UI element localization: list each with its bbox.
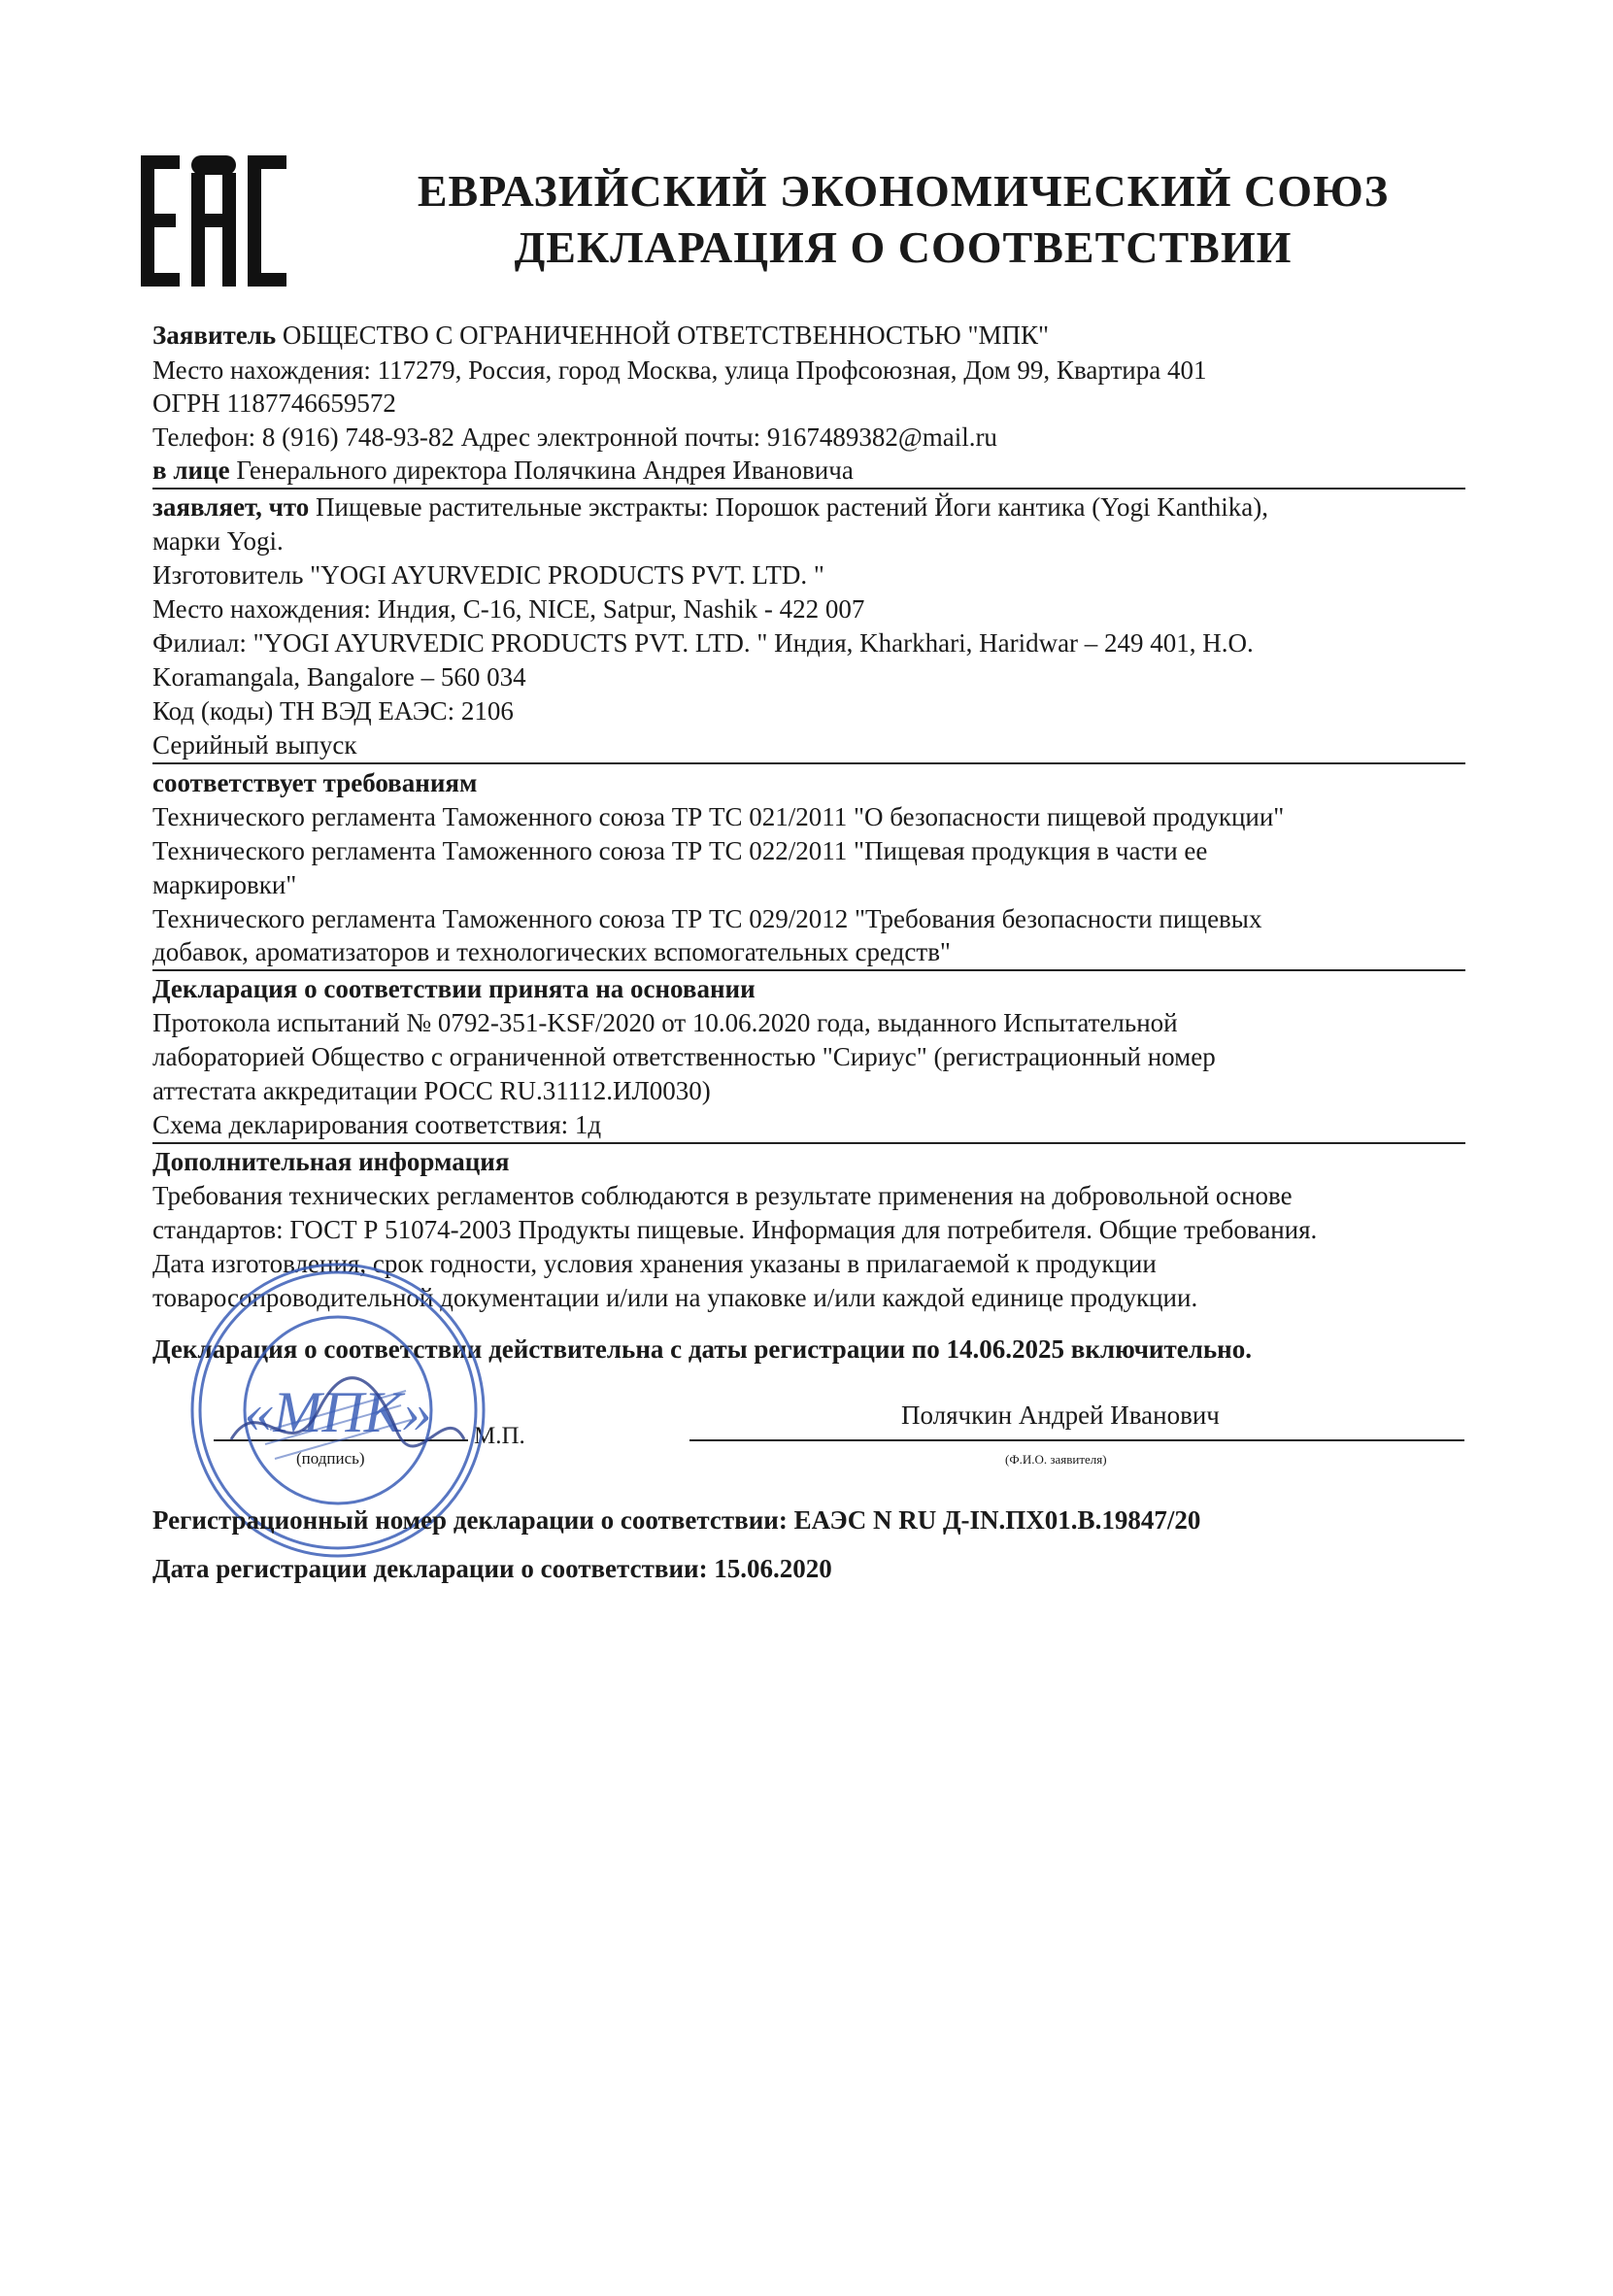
applicant-person (152, 454, 854, 487)
requirements-heading: соответствует требованиям (152, 768, 478, 797)
applicant-address: Место нахождения: 117279, Россия, город Москва, улица Профсоюзная, Дом 99, Квартира 401 (152, 355, 1207, 385)
additional-line-2: стандартов: ГОСТ Р 51074-2003 Продукты пищевые. Информация для потребителя. Общие требования. (152, 1215, 1318, 1244)
basis-line-2: лабораторией Общество с ограниченной ответственностью "Сириус" (регистрационный номер (152, 1042, 1216, 1071)
svg-text:«МПК»: «МПК» (244, 1380, 432, 1444)
declares-line (152, 490, 1268, 523)
registration-date: Дата регистрации декларации о соответствии: 15.06.2020 (152, 1554, 832, 1583)
person-name: Генерального директора Полячкина Андрея Ивановича (236, 456, 854, 485)
section-divider (152, 1142, 1465, 1144)
seal-caption: М.П. (474, 1423, 525, 1449)
basis-line-3: аттестата аккредитации РОСС RU.31112.ИЛ0030) (152, 1076, 711, 1105)
declaration-scheme: Схема декларирования соответствия: 1д (152, 1110, 602, 1139)
applicant-line (152, 319, 1049, 352)
document-title: ДЕКЛАРАЦИЯ О СООТВЕТСТВИИ (514, 222, 1293, 272)
applicant-label: Заявитель (152, 321, 277, 350)
signer-name-line (689, 1439, 1464, 1441)
branch-line-1: Филиал: "YOGI AYURVEDIC PRODUCTS PVT. LTD. " Индия, Kharkhari, Haridwar – 249 401, H.O. (152, 628, 1254, 658)
applicant-name: ОБЩЕСТВО С ОГРАНИЧЕННОЙ ОТВЕТСТВЕННОСТЬЮ "МПК" (282, 321, 1049, 350)
person-label: в лице (152, 456, 230, 485)
basis-heading: Декларация о соответствии принята на основании (152, 974, 756, 1003)
batch-type: Серийный выпуск (152, 730, 357, 760)
requirement-line-4: Технического регламента Таможенного союза ТР ТС 029/2012 "Требования безопасности пищевых (152, 904, 1262, 933)
union-name: ЕВРАЗИЙСКИЙ ЭКОНОМИЧЕСКИЙ СОЮЗ (417, 166, 1390, 216)
additional-heading: Дополнительная информация (152, 1147, 510, 1176)
applicant-contacts: Телефон: 8 (916) 748-93-82 Адрес электронной почты: 9167489382@mail.ru (152, 422, 997, 452)
additional-line-3: Дата изготовления, срок годности, условия хранения указаны в прилагаемой к продукции (152, 1249, 1157, 1278)
additional-line-1: Требования технических регламентов соблюдаются в результате применения на добровольной основе (152, 1181, 1293, 1210)
declares-label: заявляет, что (152, 492, 310, 522)
section-divider (152, 762, 1465, 764)
product-line-1: Пищевые растительные экстракты: Порошок растений Йоги кантика (Yogi Kanthika), (316, 492, 1268, 522)
requirement-line-5: добавок, ароматизаторов и технологических вспомогательных средств" (152, 937, 951, 966)
signer-caption: (Ф.И.О. заявителя) (1005, 1452, 1107, 1467)
requirement-line-1: Технического регламента Таможенного союза ТР ТС 021/2011 "О безопасности пищевой продукции" (152, 802, 1285, 831)
applicant-ogrn: ОГРН 1187746659572 (152, 388, 396, 418)
registration-number: Регистрационный номер декларации о соответствии: ЕАЭС N RU Д-IN.ПХ01.В.19847/20 (152, 1505, 1201, 1535)
section-divider (152, 969, 1465, 971)
document-header (408, 163, 1398, 276)
signature-caption: (подпись) (296, 1449, 365, 1468)
requirement-line-2: Технического регламента Таможенного союза ТР ТС 022/2011 "Пищевая продукция в части ее (152, 836, 1208, 865)
basis-line-1: Протокола испытаний № 0792-351-KSF/2020 от 10.06.2020 года, выданного Испытательной (152, 1008, 1178, 1037)
section-divider (152, 488, 1465, 490)
product-line-2: марки Yogi. (152, 526, 284, 556)
manufacturer-address: Место нахождения: Индия, C-16, NICE, Satpur, Nashik - 422 007 (152, 594, 865, 624)
eac-mark-icon (141, 155, 286, 287)
signer-name: Полячкин Андрей Иванович (901, 1401, 1220, 1430)
tnved-code: Код (коды) ТН ВЭД ЕАЭС: 2106 (152, 696, 514, 726)
validity-statement: Декларация о соответствии действительна с даты регистрации по 14.06.2025 включительно. (152, 1334, 1252, 1364)
manufacturer: Изготовитель "YOGI AYURVEDIC PRODUCTS PVT. LTD. " (152, 560, 824, 590)
branch-line-2: Koramangala, Bangalore – 560 034 (152, 662, 526, 692)
requirement-line-3: маркировки" (152, 870, 297, 899)
additional-line-4: товаросопроводительной документации и/или на упаковке и/или каждой единице продукции. (152, 1283, 1198, 1312)
